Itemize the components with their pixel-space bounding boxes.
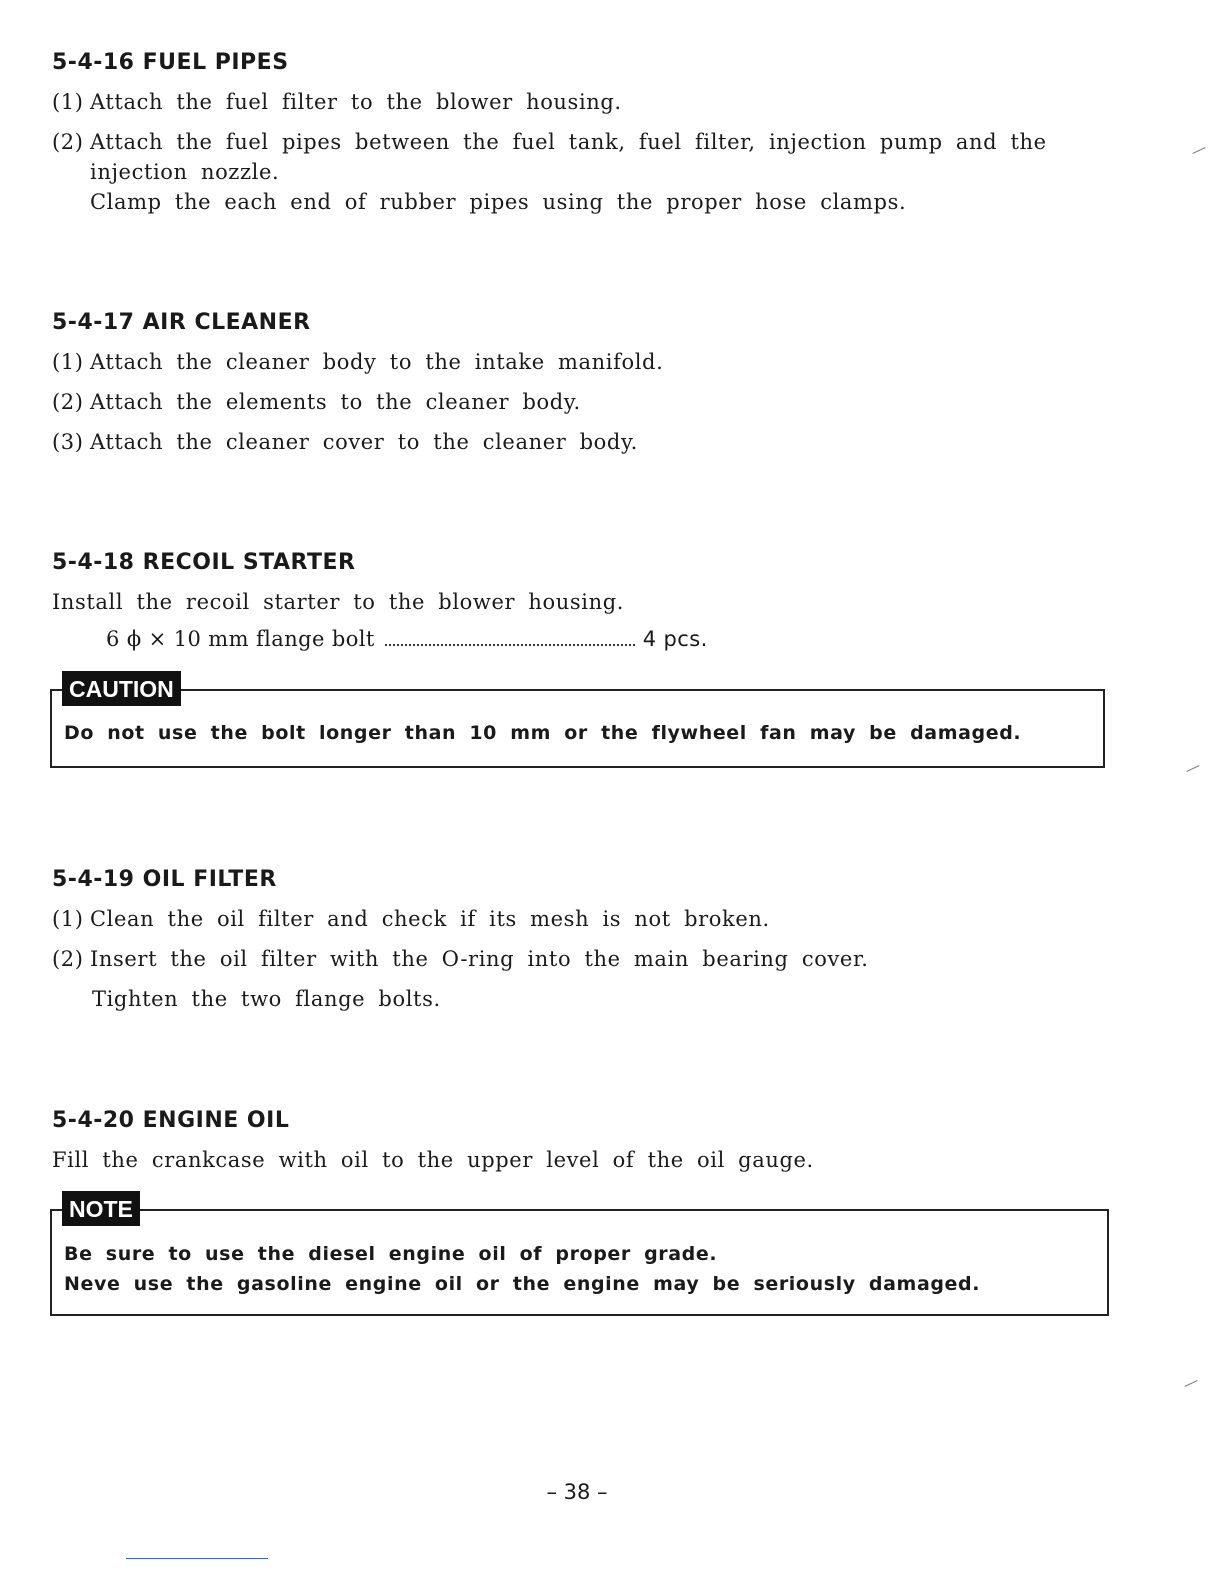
section-heading-engine-oil: 5-4-20 ENGINE OIL bbox=[52, 1108, 290, 1133]
step-text: Attach the fuel filter to the blower housing. bbox=[90, 90, 622, 114]
step-number: (3) bbox=[52, 430, 84, 454]
bolt-spec-quantity: 4 pcs. bbox=[642, 627, 708, 651]
fuel-pipes-clamp-note: Clamp the each end of rubber pipes using the proper hose clamps. bbox=[90, 190, 907, 214]
fuel-pipes-step-2 bbox=[52, 130, 1047, 154]
oil-filter-step-2 bbox=[52, 947, 869, 971]
note-text-line-2: Neve use the gasoline engine oil or the engine may be seriously damaged. bbox=[64, 1273, 981, 1295]
step-text: Clean the oil filter and check if its mesh is not broken. bbox=[90, 907, 770, 931]
step-number: (1) bbox=[52, 350, 84, 374]
bolt-spec-item: 6 ϕ × 10 mm flange bolt bbox=[106, 627, 375, 651]
caution-text: Do not use the bolt longer than 10 mm or the flywheel fan may be damaged. bbox=[64, 722, 1022, 744]
page-number: – 38 – bbox=[546, 1480, 608, 1504]
caution-label: CAUTION bbox=[62, 671, 181, 706]
section-heading-oil-filter: 5-4-19 OIL FILTER bbox=[52, 867, 277, 892]
scan-mark bbox=[1184, 1380, 1197, 1387]
fuel-pipes-step-1 bbox=[52, 90, 622, 114]
air-cleaner-step-2 bbox=[52, 390, 581, 414]
step-number: (1) bbox=[52, 907, 84, 931]
scan-mark bbox=[1186, 765, 1199, 772]
step-number: (2) bbox=[52, 947, 84, 971]
oil-filter-step-1 bbox=[52, 907, 770, 931]
recoil-starter-instruction: Install the recoil starter to the blower housing. bbox=[52, 590, 625, 614]
step-number: (2) bbox=[52, 130, 84, 154]
step-text: Attach the elements to the cleaner body. bbox=[90, 390, 581, 414]
dotted-leader bbox=[385, 644, 635, 646]
bolt-spec-line bbox=[106, 627, 708, 651]
step-text: Attach the cleaner cover to the cleaner body. bbox=[90, 430, 638, 454]
air-cleaner-step-3 bbox=[52, 430, 638, 454]
oil-filter-tighten-note: Tighten the two flange bolts. bbox=[92, 987, 441, 1011]
step-number: (1) bbox=[52, 90, 84, 114]
step-text: Insert the oil filter with the O-ring into the main bearing cover. bbox=[90, 947, 869, 971]
step-number: (2) bbox=[52, 390, 84, 414]
section-heading-fuel-pipes: 5-4-16 FUEL PIPES bbox=[52, 50, 289, 75]
note-label: NOTE bbox=[62, 1191, 140, 1226]
scan-mark bbox=[1192, 147, 1205, 154]
footer-rule bbox=[126, 1558, 268, 1559]
air-cleaner-step-1 bbox=[52, 350, 663, 374]
section-heading-recoil-starter: 5-4-18 RECOIL STARTER bbox=[52, 550, 356, 575]
caution-box bbox=[50, 676, 1105, 768]
step-text: Attach the cleaner body to the intake manifold. bbox=[90, 350, 664, 374]
engine-oil-instruction: Fill the crankcase with oil to the upper level of the oil gauge. bbox=[52, 1148, 814, 1172]
section-heading-air-cleaner: 5-4-17 AIR CLEANER bbox=[52, 310, 311, 335]
fuel-pipes-step-2-continued: injection nozzle. bbox=[90, 160, 280, 184]
step-text: Attach the fuel pipes between the fuel tank, fuel filter, injection pump and the bbox=[90, 130, 1047, 154]
note-box bbox=[50, 1196, 1109, 1316]
note-text-line-1: Be sure to use the diesel engine oil of proper grade. bbox=[64, 1243, 718, 1265]
